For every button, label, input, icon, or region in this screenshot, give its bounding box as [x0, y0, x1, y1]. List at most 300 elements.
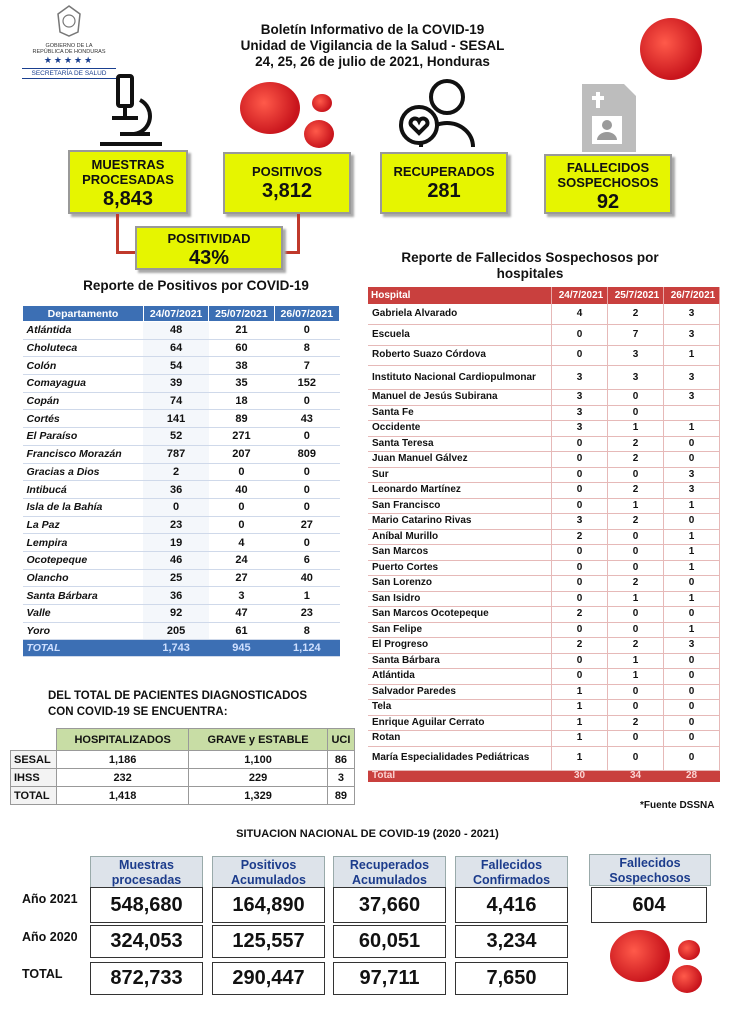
table-row [368, 746, 720, 770]
hospital-value: 0 [608, 390, 664, 406]
dept-value: 40 [209, 481, 274, 499]
hosp-col-header: 26/7/2021 [664, 287, 720, 304]
hospital-name: Roberto Suazo Córdova [368, 345, 552, 366]
national-col-header [333, 856, 446, 888]
dept-value: 23 [274, 605, 339, 623]
hospital-value: 0 [608, 731, 664, 747]
hospital-value: 3 [552, 421, 608, 437]
table-row [368, 700, 720, 716]
national-value: 324,053 [90, 925, 203, 958]
hospital-name: Leonardo Martínez [368, 483, 552, 499]
hospital-value: 2 [608, 638, 664, 654]
hospital-value: 0 [552, 452, 608, 468]
dept-positives-table [22, 305, 340, 657]
kpi-recuperados-value: 281 [427, 180, 461, 202]
table-row [23, 534, 340, 552]
hospital-value: 0 [552, 498, 608, 514]
blank-corner [11, 729, 57, 751]
table-row [368, 483, 720, 499]
dept-value: 205 [143, 622, 208, 640]
national-value: 37,660 [333, 887, 446, 923]
patients-value: 1,186 [57, 751, 189, 769]
national-col-header [90, 856, 203, 888]
table-row [23, 605, 340, 623]
dept-value: 40 [274, 569, 339, 587]
dept-value: 207 [209, 445, 274, 463]
hospital-name: San Felipe [368, 622, 552, 638]
dept-value: 4 [209, 534, 274, 552]
hospital-value: 3 [608, 345, 664, 366]
table-row [23, 498, 340, 516]
dept-col-header: 24/07/2021 [143, 306, 208, 322]
dept-value: 27 [209, 569, 274, 587]
hospital-value: 3 [664, 390, 720, 406]
hospital-name: Mario Catarino Rivas [368, 514, 552, 530]
hospital-value: 0 [664, 700, 720, 716]
national-value: 164,890 [212, 887, 325, 923]
hospital-value: 3 [552, 514, 608, 530]
table-row [368, 560, 720, 576]
hospital-value: 2 [552, 607, 608, 623]
dept-name: Valle [23, 605, 144, 623]
hosp-col-header: Hospital [368, 287, 552, 304]
total-row [23, 640, 340, 657]
hospital-value: 1 [552, 684, 608, 700]
virus-icon [640, 18, 702, 80]
dept-value: 18 [209, 392, 274, 410]
hospital-value: 1 [664, 345, 720, 366]
hospital-value: 0 [552, 560, 608, 576]
hospital-value: 0 [664, 576, 720, 592]
patients-title [48, 688, 307, 720]
hospital-value: 0 [552, 622, 608, 638]
hospital-value: 1 [664, 498, 720, 514]
table-row [368, 325, 720, 346]
table-row [23, 322, 340, 340]
hosp-total-cell: 30 [552, 770, 608, 782]
dept-name: Cortés [23, 410, 144, 428]
hospital-name: Puerto Cortes [368, 560, 552, 576]
table-row [368, 452, 720, 468]
dept-name: Comayagua [23, 375, 144, 393]
patients-value: 89 [327, 787, 354, 805]
table-row [368, 390, 720, 406]
dept-value: 2 [143, 463, 208, 481]
national-col-header [589, 854, 711, 886]
hosp-table-title [380, 250, 680, 282]
hospital-value: 3 [608, 366, 664, 390]
dept-value: 36 [143, 587, 208, 605]
table-row [368, 545, 720, 561]
dept-total-cell: 1,743 [143, 640, 208, 657]
hosp-col-header: 24/7/2021 [552, 287, 608, 304]
hospital-value: 0 [552, 467, 608, 483]
dept-value: 8 [274, 339, 339, 357]
table-row [368, 669, 720, 685]
hospital-value: 3 [552, 390, 608, 406]
national-row-label: Año 2020 [22, 930, 78, 944]
virus-icon-bottom [610, 930, 670, 982]
hospital-value: 3 [552, 366, 608, 390]
dept-value: 74 [143, 392, 208, 410]
hospital-value: 2 [608, 436, 664, 452]
table-row [368, 607, 720, 623]
dept-value: 0 [209, 516, 274, 534]
hospital-value: 1 [664, 545, 720, 561]
dept-value: 0 [274, 481, 339, 499]
hospital-value: 0 [552, 653, 608, 669]
patients-title-line2: CON COVID-19 SE ENCUENTRA: [48, 706, 228, 718]
page-date: 24, 25, 26 de julio de 2021, Honduras [255, 54, 490, 69]
table-row [23, 551, 340, 569]
hosp-total-cell: Total [368, 770, 552, 782]
table-row [23, 339, 340, 357]
patients-value: 1,418 [57, 787, 189, 805]
source-note: *Fuente DSSNA [640, 800, 715, 811]
dept-col-header: Departamento [23, 306, 144, 322]
hospital-value: 2 [552, 638, 608, 654]
kpi-positividad-label: POSITIVIDAD [167, 231, 251, 246]
hosp-total-cell: 28 [664, 770, 720, 782]
dept-value: 3 [209, 587, 274, 605]
national-col-line2: Acumulados [351, 873, 427, 887]
table-row [368, 653, 720, 669]
hospital-name: Santa Bárbara [368, 653, 552, 669]
hospital-value: 0 [552, 591, 608, 607]
hospital-value: 2 [608, 514, 664, 530]
hospital-name: San Francisco [368, 498, 552, 514]
hospital-value: 3 [664, 638, 720, 654]
dept-name: Santa Bárbara [23, 587, 144, 605]
hospital-value: 1 [608, 669, 664, 685]
national-value: 548,680 [90, 887, 203, 923]
dept-name: Ocotepeque [23, 551, 144, 569]
dept-value: 61 [209, 622, 274, 640]
hospital-value: 1 [608, 653, 664, 669]
hospital-value: 0 [664, 746, 720, 770]
hospital-value: 0 [608, 467, 664, 483]
table-row [368, 304, 720, 325]
patients-value: 3 [327, 769, 354, 787]
dept-value: 43 [274, 410, 339, 428]
dept-col-header: 26/07/2021 [274, 306, 339, 322]
kpi-fallecidos [544, 154, 672, 214]
table-row [368, 405, 720, 421]
dept-value: 0 [274, 498, 339, 516]
dept-col-header: 25/07/2021 [209, 306, 274, 322]
kpi-muestras-label1: MUESTRAS [91, 157, 165, 172]
virus-icon-bottom-mid [672, 965, 702, 993]
hospital-name: San Marcos [368, 545, 552, 561]
dept-value: 1 [274, 587, 339, 605]
kpi-muestras-label2: PROCESADAS [82, 172, 174, 187]
dept-value: 35 [209, 375, 274, 393]
patient-heart-icon [395, 75, 487, 150]
table-row [368, 684, 720, 700]
table-row [23, 375, 340, 393]
kpi-muestras [68, 150, 188, 214]
hospital-value: 7 [608, 325, 664, 346]
hospital-value: 2 [608, 576, 664, 592]
kpi-fallecidos-label1: FALLECIDOS [566, 160, 650, 175]
page-title: Boletín Informativo de la COVID-19 [260, 22, 485, 37]
hospital-value: 1 [664, 421, 720, 437]
logo-stars: ★★★★★ [43, 55, 95, 65]
hospital-value: 1 [664, 622, 720, 638]
hosp-title-line2: hospitales [496, 266, 564, 281]
dept-name: El Paraíso [23, 428, 144, 446]
dept-name: La Paz [23, 516, 144, 534]
hospital-value: 0 [664, 436, 720, 452]
table-row [23, 622, 340, 640]
national-value: 60,051 [333, 925, 446, 958]
dept-value: 64 [143, 339, 208, 357]
dept-value: 0 [274, 392, 339, 410]
national-title: SITUACION NACIONAL DE COVID-19 (2020 - 2021) [236, 828, 499, 840]
dept-value: 271 [209, 428, 274, 446]
hospital-value: 1 [608, 591, 664, 607]
dept-name: Colón [23, 357, 144, 375]
hospital-value: 0 [552, 483, 608, 499]
kpi-positividad-value: 43% [188, 247, 230, 269]
patients-value: 232 [57, 769, 189, 787]
dept-value: 809 [274, 445, 339, 463]
table-row [23, 357, 340, 375]
dept-name: Olancho [23, 569, 144, 587]
logo-line2: REPÚBLICA DE HONDURAS [32, 49, 106, 55]
national-col-line1: Recuperados [349, 858, 430, 872]
virus-icon-bottom-small [678, 940, 700, 960]
hospital-value: 0 [608, 405, 664, 421]
patients-col-header: GRAVE y ESTABLE [189, 729, 328, 751]
table-row [368, 421, 720, 437]
table-row [23, 428, 340, 446]
dept-value: 52 [143, 428, 208, 446]
dept-value: 47 [209, 605, 274, 623]
hospital-name: Santa Fe [368, 405, 552, 421]
dept-value: 0 [274, 322, 339, 340]
hospital-value: 0 [664, 715, 720, 731]
kpi-positividad [135, 226, 283, 270]
hospital-value: 1 [664, 560, 720, 576]
dept-value: 0 [274, 534, 339, 552]
dept-value: 0 [209, 498, 274, 516]
hospital-name: Aníbal Murillo [368, 529, 552, 545]
hospital-value: 3 [664, 483, 720, 499]
patients-status-table [10, 728, 355, 805]
dept-value: 19 [143, 534, 208, 552]
dept-name: Lempira [23, 534, 144, 552]
table-row [23, 410, 340, 428]
patients-col-header: UCI [327, 729, 354, 751]
hospital-value: 1 [608, 498, 664, 514]
hospital-value: 3 [664, 325, 720, 346]
hospital-value: 0 [608, 607, 664, 623]
dept-name: Atlántida [23, 322, 144, 340]
hospital-value: 2 [552, 529, 608, 545]
table-row [368, 345, 720, 366]
national-value: 7,650 [455, 962, 568, 995]
kpi-muestras-value: 8,843 [102, 188, 154, 210]
dept-table-title: Reporte de Positivos por COVID-19 [83, 278, 309, 293]
dept-value: 0 [143, 498, 208, 516]
logo-dept: SECRETARÍA DE SALUD [22, 68, 116, 79]
table-row [23, 392, 340, 410]
kpi-positivos-value: 3,812 [261, 180, 313, 202]
dept-value: 787 [143, 445, 208, 463]
hospital-value: 1 [552, 700, 608, 716]
dept-value: 0 [274, 428, 339, 446]
table-row [23, 569, 340, 587]
dept-value: 6 [274, 551, 339, 569]
dept-value: 54 [143, 357, 208, 375]
dept-value: 92 [143, 605, 208, 623]
hospital-value: 0 [608, 684, 664, 700]
kpi-positivos-label: POSITIVOS [251, 164, 323, 179]
patients-value: 1,100 [189, 751, 328, 769]
hospital-name: Sur [368, 467, 552, 483]
virus-icon-tiny [312, 94, 332, 112]
dept-name: Choluteca [23, 339, 144, 357]
hospital-value: 2 [608, 304, 664, 325]
hospital-value: 0 [608, 545, 664, 561]
page-subtitle: Unidad de Vigilancia de la Salud - SESAL [240, 38, 505, 53]
hospital-value: 1 [552, 731, 608, 747]
hospital-name: Manuel de Jesús Subirana [368, 390, 552, 406]
dept-value: 27 [274, 516, 339, 534]
kpi-fallecidos-value: 92 [596, 191, 620, 213]
virus-icon-small [304, 120, 334, 148]
hospital-value: 2 [608, 715, 664, 731]
dept-value: 23 [143, 516, 208, 534]
table-row [11, 769, 355, 787]
hospital-name: San Lorenzo [368, 576, 552, 592]
hospital-value [664, 405, 720, 421]
hospital-name: Santa Teresa [368, 436, 552, 452]
dept-value: 60 [209, 339, 274, 357]
table-row [368, 467, 720, 483]
hospital-name: Gabriela Alvarado [368, 304, 552, 325]
hospital-name: El Progreso [368, 638, 552, 654]
hospital-value: 2 [608, 483, 664, 499]
hospital-value: 0 [608, 529, 664, 545]
hospital-value: 0 [552, 576, 608, 592]
total-row [368, 770, 720, 782]
death-certificate-icon [578, 82, 640, 154]
hospital-name: Enrique Aguilar Cerrato [368, 715, 552, 731]
dept-value: 141 [143, 410, 208, 428]
hospital-value: 1 [552, 715, 608, 731]
table-row [368, 731, 720, 747]
national-col-line2: procesadas [111, 873, 182, 887]
patients-row-label: SESAL [11, 751, 57, 769]
dept-name: Francisco Morazán [23, 445, 144, 463]
national-col-line2: Confirmados [472, 873, 551, 887]
dept-value: 8 [274, 622, 339, 640]
patients-value: 86 [327, 751, 354, 769]
hospital-value: 0 [664, 514, 720, 530]
national-col-line1: Muestras [119, 858, 174, 872]
dept-name: Gracias a Dios [23, 463, 144, 481]
dept-value: 7 [274, 357, 339, 375]
hospital-value: 1 [664, 591, 720, 607]
patients-value: 1,329 [189, 787, 328, 805]
table-row [368, 514, 720, 530]
table-row [368, 529, 720, 545]
dept-value: 39 [143, 375, 208, 393]
national-col-line1: Positivos [240, 858, 297, 872]
dept-value: 38 [209, 357, 274, 375]
hospital-value: 0 [608, 560, 664, 576]
national-col-line1: Fallecidos [480, 858, 543, 872]
hospital-value: 0 [552, 345, 608, 366]
dept-name: Copán [23, 392, 144, 410]
hospital-name: Escuela [368, 325, 552, 346]
table-row [11, 787, 355, 805]
table-row [23, 516, 340, 534]
microscope-icon [90, 72, 172, 152]
national-col-header [455, 856, 568, 888]
hospital-name: Rotan [368, 731, 552, 747]
table-row [368, 366, 720, 390]
hospital-value: 0 [664, 684, 720, 700]
dept-total-cell: TOTAL [23, 640, 144, 657]
national-value: 125,557 [212, 925, 325, 958]
dept-name: Isla de la Bahía [23, 498, 144, 516]
dept-value: 21 [209, 322, 274, 340]
table-row [368, 591, 720, 607]
hospital-deaths-table [368, 287, 720, 782]
hosp-col-header: 25/7/2021 [608, 287, 664, 304]
hospital-value: 0 [608, 622, 664, 638]
bulletin-header [200, 22, 545, 70]
national-col-line2: Sospechosos [609, 871, 691, 885]
hospital-value: 3 [664, 366, 720, 390]
national-value: 872,733 [90, 962, 203, 995]
hosp-total-cell: 34 [608, 770, 664, 782]
national-value: 4,416 [455, 887, 568, 923]
hospital-value: 4 [552, 304, 608, 325]
dept-value: 152 [274, 375, 339, 393]
table-row [368, 436, 720, 452]
patients-value: 229 [189, 769, 328, 787]
hospital-name: Instituto Nacional Cardiopulmonar [368, 366, 552, 390]
table-row [23, 481, 340, 499]
national-col-line2: Acumulados [230, 873, 306, 887]
hospital-value: 3 [664, 467, 720, 483]
national-value: 290,447 [212, 962, 325, 995]
hospital-value: 0 [552, 545, 608, 561]
logo-line1: GOBIERNO DE LA [45, 43, 93, 49]
dept-value: 46 [143, 551, 208, 569]
hospital-value: 3 [664, 304, 720, 325]
dept-value: 25 [143, 569, 208, 587]
table-row [368, 576, 720, 592]
sesal-logo [14, 4, 124, 82]
national-col-header [212, 856, 325, 888]
dept-name: Yoro [23, 622, 144, 640]
dept-value: 48 [143, 322, 208, 340]
hospital-value: 0 [664, 653, 720, 669]
hospital-value: 0 [664, 607, 720, 623]
kpi-recuperados [380, 152, 508, 214]
kpi-fallecidos-label2: SOSPECHOSOS [557, 175, 659, 190]
hosp-title-line1: Reporte de Fallecidos Sospechosos por [401, 250, 659, 265]
coat-of-arms-icon [54, 4, 84, 38]
hospital-name: María Especialidades Pediátricas [368, 746, 552, 770]
hospital-value: 0 [664, 731, 720, 747]
hospital-name: Tela [368, 700, 552, 716]
